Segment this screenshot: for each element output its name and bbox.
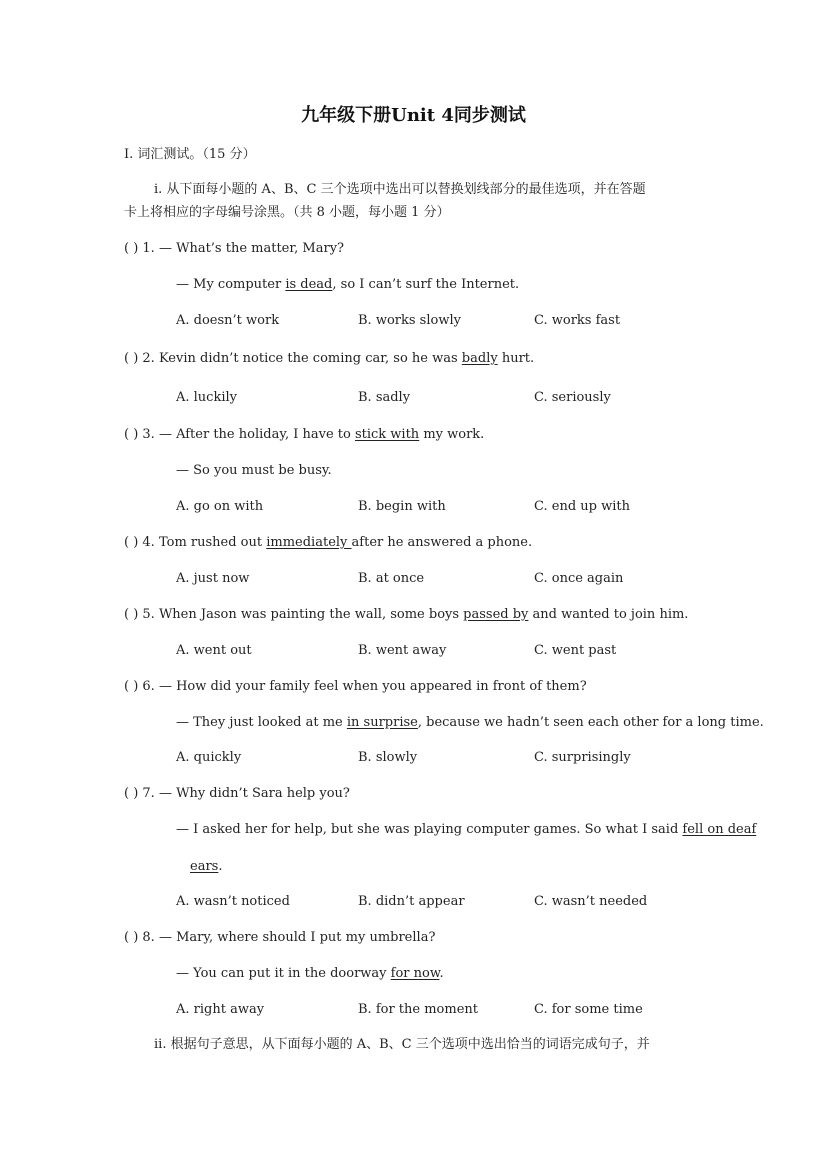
underlined-phrase: immediately xyxy=(266,535,352,550)
q7-option-b[interactable]: B. didn’t appear xyxy=(358,894,465,909)
question-1: ( ) 1. — What’s the matter, Mary? xyxy=(124,241,345,256)
question-6-dialogue: — They just looked at me in surprise, because we hadn’t seen each other for a long time. xyxy=(176,715,764,730)
question-5: ( ) 5. When Jason was painting the wall, some boys passed by and wanted to join him. xyxy=(124,607,689,622)
underlined-phrase: in surprise xyxy=(346,715,418,730)
q8-option-a[interactable]: A. right away xyxy=(176,1002,265,1017)
part-i-instruction-line1: i. 从下面每小题的 A、B、C 三个选项中选出可以替换划线部分的最佳选项，并在答题 xyxy=(154,182,646,197)
q1-option-b[interactable]: B. works slowly xyxy=(358,313,461,328)
underlined-phrase: fell on deaf xyxy=(682,822,757,837)
q3-option-b[interactable]: B. begin with xyxy=(358,499,446,514)
q1-option-c[interactable]: C. works fast xyxy=(534,313,621,328)
q8-option-b[interactable]: B. for the moment xyxy=(358,1002,478,1017)
answer-paren[interactable]: ( ) xyxy=(124,535,139,550)
section-heading: I. 词汇测试。（15 分） xyxy=(124,147,256,162)
question-3-dialogue: — So you must be busy. xyxy=(176,463,332,478)
answer-paren[interactable]: ( ) xyxy=(124,351,139,366)
q6-option-c[interactable]: C. surprisingly xyxy=(534,750,631,765)
q1-option-a[interactable]: A. doesn’t work xyxy=(176,313,280,328)
answer-paren[interactable]: ( ) xyxy=(124,607,139,622)
q7-option-a[interactable]: A. wasn’t noticed xyxy=(176,894,290,909)
question-7-dialogue-cont: ears. xyxy=(190,859,223,874)
q4-option-c[interactable]: C. once again xyxy=(534,571,624,586)
question-3: ( ) 3. — After the holiday, I have to stick with my work. xyxy=(124,427,485,442)
question-7-dialogue: — I asked her for help, but she was playing computer games. So what I said fell on deaf xyxy=(176,822,757,837)
q8-option-c[interactable]: C. for some time xyxy=(534,1002,643,1017)
underlined-phrase: is dead xyxy=(285,277,333,292)
answer-paren[interactable]: ( ) xyxy=(124,679,139,694)
q4-option-a[interactable]: A. just now xyxy=(176,571,250,586)
underlined-phrase: passed by xyxy=(463,607,529,622)
question-4: ( ) 4. Tom rushed out immediately after he answered a phone. xyxy=(124,535,533,550)
answer-paren[interactable]: ( ) xyxy=(124,930,139,945)
question-7: ( ) 7. — Why didn’t Sara help you? xyxy=(124,786,350,801)
q6-option-a[interactable]: A. quickly xyxy=(176,750,242,765)
answer-paren[interactable]: ( ) xyxy=(124,786,139,801)
question-1-dialogue: — My computer is dead, so I can’t surf the Internet. xyxy=(176,277,520,292)
page-title: 九年级下册Unit 4同步测试 xyxy=(301,105,526,126)
q7-option-c[interactable]: C. wasn’t needed xyxy=(534,894,648,909)
q5-option-a[interactable]: A. went out xyxy=(176,643,252,658)
q5-option-b[interactable]: B. went away xyxy=(358,643,447,658)
underlined-phrase: ears xyxy=(190,859,219,874)
underlined-phrase: stick with xyxy=(354,427,420,442)
q2-option-b[interactable]: B. sadly xyxy=(358,390,411,405)
q2-option-a[interactable]: A. luckily xyxy=(176,390,238,405)
part-ii-instruction-line1: ii. 根据句子意思，从下面每小题的 A、B、C 三个选项中选出恰当的词语完成句子，并 xyxy=(154,1037,650,1052)
part-i-instruction-line2: 卡上将相应的字母编号涂黑。（共 8 小题，每小题 1 分） xyxy=(124,205,450,220)
q2-option-c[interactable]: C. seriously xyxy=(534,390,611,405)
question-8: ( ) 8. — Mary, where should I put my umbrella? xyxy=(124,930,436,945)
question-2: ( ) 2. Kevin didn’t notice the coming car, so he was badly hurt. xyxy=(124,351,535,366)
underlined-phrase: for now xyxy=(390,966,440,981)
question-8-dialogue: — You can put it in the doorway for now. xyxy=(176,966,444,981)
q6-option-b[interactable]: B. slowly xyxy=(358,750,418,765)
underlined-phrase: badly xyxy=(461,351,498,366)
question-6: ( ) 6. — How did your family feel when you appeared in front of them? xyxy=(124,679,587,694)
q3-option-a[interactable]: A. go on with xyxy=(176,499,264,514)
answer-paren[interactable]: ( ) xyxy=(124,427,139,442)
q4-option-b[interactable]: B. at once xyxy=(358,571,425,586)
q5-option-c[interactable]: C. went past xyxy=(534,643,617,658)
answer-paren[interactable]: ( ) xyxy=(124,241,139,256)
q3-option-c[interactable]: C. end up with xyxy=(534,499,630,514)
